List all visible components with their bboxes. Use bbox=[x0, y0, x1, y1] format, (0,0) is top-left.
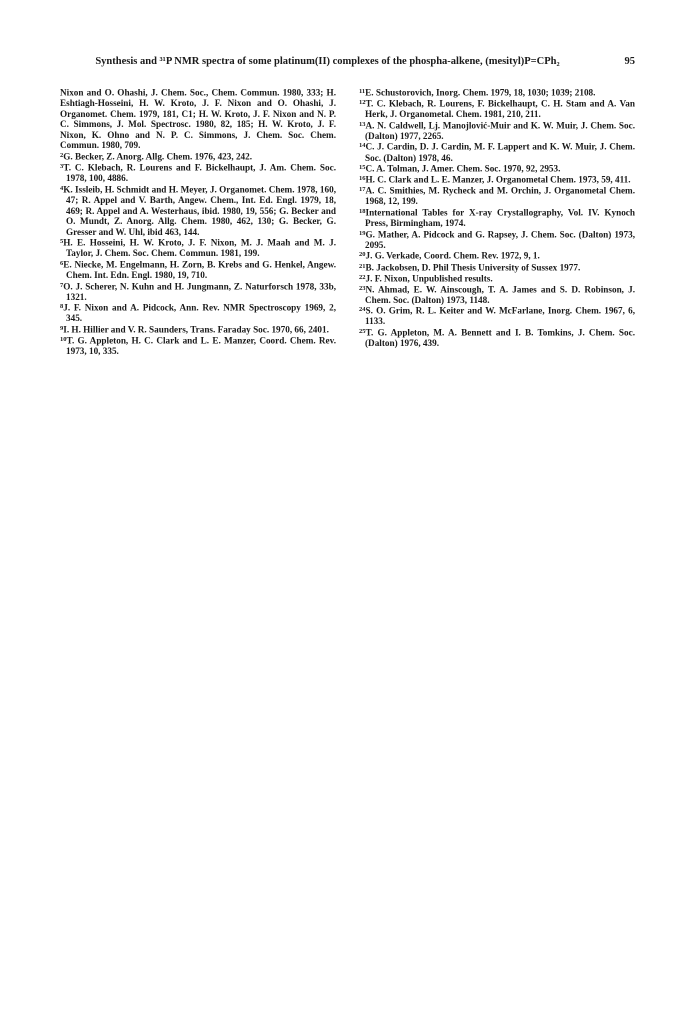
reference-text: O. J. Scherer, N. Kuhn and H. Jungmann, Z. Naturforsch 1978, 33b, 1321. bbox=[63, 281, 336, 302]
reference-column-right bbox=[359, 87, 635, 357]
reference-text: G. Becker, Z. Anorg. Allg. Chem. 1976, 423, 242. bbox=[63, 151, 253, 162]
reference-item bbox=[359, 174, 635, 185]
reference-number: 20 bbox=[359, 251, 366, 259]
reference-text: J. F. Nixon, Unpublished results. bbox=[365, 273, 493, 284]
reference-text: Nixon and O. Ohashi, J. Chem. Soc., Chem. Commun. 1980, 333; H. Eshtiagh-Hosseini, H. W. Kroto, J. F. Nixon and O. Ohashi, J. Organomet. Chem. 1979, 181, C1; H. W. Kroto, J. F. Nixon and N. P. C. Simmons, J. Mol. Spectrosc. 1980, 82, 185; H. W. Kroto, J. F. Nixon, K. Ohno and N. P. C. Simmons, J. Chem. Soc. Chem. Commun. 1980, 709. bbox=[60, 87, 336, 151]
reference-number: 3 bbox=[60, 163, 64, 171]
reference-number: 5 bbox=[60, 238, 64, 246]
reference-text: International Tables for X-ray Crystallography, Vol. IV. Kynoch Press, Birmingham, 1974. bbox=[365, 207, 635, 229]
reference-item bbox=[60, 162, 336, 184]
reference-text: E. Schustorovich, Inorg. Chem. 1979, 18, 1030; 1039; 2108. bbox=[365, 87, 596, 98]
reference-text: K. Issleib, H. Schmidt and H. Meyer, J. Organomet. Chem. 1978, 160, 47; R. Appel and V. Barth, Angew. Chem., Int. Ed. Engl. 1979, 18, 469; R. Appel and A. Westerhaus, ibid. 1980, 19, 556; G. Becker and O. Mundt, Z. Anorg. Allg. Chem. 1980, 462, 130; G. Becker, G. Gresser and W. Uhl, ibid 463, 144. bbox=[63, 184, 336, 237]
reference-item bbox=[359, 305, 635, 327]
reference-item bbox=[60, 87, 336, 151]
reference-item bbox=[60, 302, 336, 324]
reference-number: 14 bbox=[359, 142, 366, 150]
reference-column-left bbox=[60, 87, 336, 357]
reference-number: 25 bbox=[359, 328, 366, 336]
reference-number: 16 bbox=[359, 175, 366, 183]
reference-number: 12 bbox=[359, 99, 366, 107]
reference-number: 11 bbox=[359, 88, 366, 95]
reference-text: B. Jackobsen, D. Phil Thesis University of Sussex 1977. bbox=[365, 262, 581, 272]
reference-item bbox=[359, 163, 635, 174]
reference-item bbox=[359, 327, 635, 349]
reference-number: 18 bbox=[359, 208, 366, 216]
reference-item bbox=[359, 98, 635, 120]
reference-item bbox=[359, 87, 635, 98]
reference-text: A. C. Smithies, M. Rycheck and M. Orchin, J. Organometal Chem. 1968, 12, 199. bbox=[365, 185, 635, 207]
reference-item bbox=[359, 229, 635, 251]
reference-item bbox=[60, 184, 336, 237]
reference-text: H. E. Hosseini, H. W. Kroto, J. F. Nixon, M. J. Maah and M. J. Taylor, J. Chem. Soc. Chem. Commun. 1981, 199. bbox=[63, 237, 336, 259]
reference-item bbox=[60, 259, 336, 281]
reference-number: 15 bbox=[359, 164, 366, 172]
reference-item bbox=[359, 262, 635, 273]
reference-item bbox=[359, 273, 635, 284]
reference-item bbox=[60, 151, 336, 162]
reference-text: C. A. Tolman, J. Amer. Chem. Soc. 1970, 92, 2953. bbox=[365, 163, 561, 174]
reference-item bbox=[60, 335, 336, 357]
reference-number: 23 bbox=[359, 284, 366, 292]
reference-item bbox=[359, 185, 635, 207]
reference-list bbox=[60, 87, 635, 357]
reference-item bbox=[60, 237, 336, 259]
reference-item bbox=[359, 141, 635, 163]
running-head bbox=[60, 56, 635, 70]
reference-text: N. Ahmad, E. W. Ainscough, T. A. James and S. D. Robinson, J. Chem. Soc. (Dalton) 1973, 1148. bbox=[365, 284, 635, 305]
reference-number: 19 bbox=[359, 229, 366, 237]
reference-item bbox=[359, 284, 635, 306]
reference-text: T. G. Appleton, M. A. Bennett and I. B. Tomkins, J. Chem. Soc. (Dalton) 1976, 439. bbox=[365, 327, 635, 349]
reference-number: 7 bbox=[60, 281, 64, 289]
reference-item bbox=[359, 250, 635, 261]
reference-text: T. C. Klebach, R. Lourens, F. Bickelhaupt, C. H. Stam and A. Van Herk, J. Organometal. Chem. 1981, 210, 211. bbox=[365, 98, 635, 120]
running-title: Synthesis and ³¹P NMR spectra of some platinum(II) complexes of the phospha-alkene, (mesityl)P=CPh₂ bbox=[95, 56, 560, 67]
reference-number: 21 bbox=[359, 262, 366, 270]
reference-number: 8 bbox=[60, 303, 64, 311]
reference-number: 2 bbox=[60, 152, 64, 160]
reference-text: T. C. Klebach, R. Lourens and F. Bickelhaupt, J. Am. Chem. Soc. 1978, 100, 4886. bbox=[63, 162, 336, 184]
reference-text: J. F. Nixon and A. Pidcock, Ann. Rev. NMR Spectroscopy 1969, 2, 345. bbox=[63, 302, 336, 324]
reference-number: 6 bbox=[60, 260, 64, 267]
reference-item bbox=[60, 324, 336, 335]
reference-text: E. Niecke, M. Engelmann, H. Zorn, B. Krebs and G. Henkel, Angew. Chem. Int. Edn. Engl. 1980, 19, 710. bbox=[63, 259, 336, 281]
reference-number: 4 bbox=[60, 184, 64, 192]
reference-item bbox=[359, 207, 635, 229]
reference-number: 17 bbox=[359, 186, 366, 194]
page-number: 95 bbox=[624, 56, 635, 67]
reference-text: H. C. Clark and L. E. Manzer, J. Organometal Chem. 1973, 59, 411. bbox=[365, 174, 631, 185]
reference-item bbox=[60, 281, 336, 303]
reference-number: 24 bbox=[359, 306, 366, 314]
reference-number: 22 bbox=[359, 273, 366, 281]
reference-text: I. H. Hillier and V. R. Saunders, Trans. Faraday Soc. 1970, 66, 2401. bbox=[63, 324, 329, 335]
reference-text: C. J. Cardin, D. J. Cardin, M. F. Lappert and K. W. Muir, J. Chem. Soc. (Dalton) 1978, 46. bbox=[365, 141, 635, 163]
reference-text: A. N. Caldwell, Lj. Manojlović-Muir and K. W. Muir, J. Chem. Soc. (Dalton) 1977, 2265. bbox=[365, 120, 635, 141]
reference-text: J. G. Verkade, Coord. Chem. Rev. 1972, 9, 1. bbox=[365, 250, 540, 261]
reference-text: T. G. Appleton, H. C. Clark and L. E. Manzer, Coord. Chem. Rev. 1973, 10, 335. bbox=[66, 335, 336, 357]
reference-number: 9 bbox=[60, 325, 64, 333]
reference-number: 10 bbox=[60, 336, 67, 344]
reference-item bbox=[359, 120, 635, 142]
reference-text: S. O. Grim, R. L. Keiter and W. McFarlane, Inorg. Chem. 1967, 6, 1133. bbox=[365, 305, 635, 327]
reference-number: 13 bbox=[359, 120, 366, 128]
reference-text: G. Mather, A. Pidcock and G. Rapsey, J. Chem. Soc. (Dalton) 1973, 2095. bbox=[365, 229, 635, 250]
